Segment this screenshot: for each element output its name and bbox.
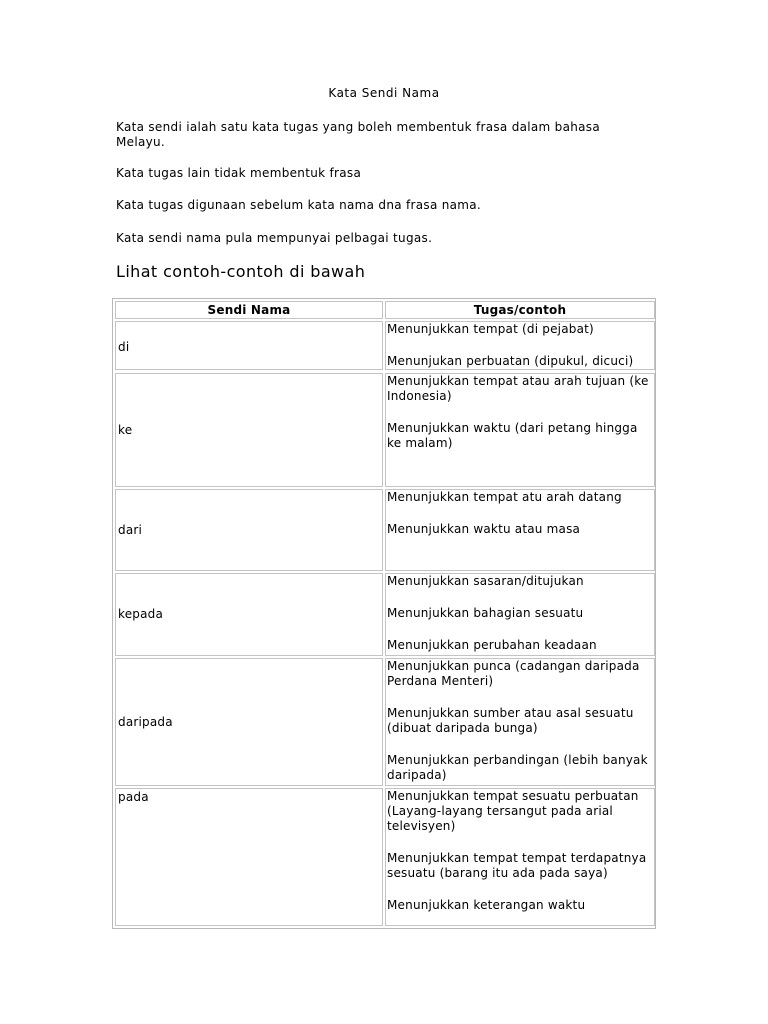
table-row-dari-sendi-cell [115,489,383,571]
sendi-label: dari [118,523,143,537]
table-row-ke-sendi-cell [115,373,383,487]
tugas-list [387,322,652,369]
tugas-list [387,574,652,653]
paragraph-other-function-words: Kata tugas lain tidak membentuk frasa [116,166,362,180]
table-row-pada-sendi-cell [115,788,383,926]
tugas-item: Menunjukkan tempat sesuatu perbuatan (Layang-layang tersangut pada arial televisyen) [387,789,639,833]
sendi-label: di [118,340,130,354]
tugas-list [387,374,652,451]
tugas-list [387,789,652,913]
sendi-label: ke [118,423,133,437]
tugas-item: Menunjukkan keterangan waktu [387,898,586,912]
page-title: Kata Sendi Nama [328,86,440,100]
tugas-item: Menunjukkan punca (cadangan daripada Perdana Menteri) [387,659,640,688]
table-row-daripada-sendi-cell [115,658,383,786]
tugas-item: Menunjukan perbuatan (dipukul, dicuci) [387,354,634,368]
tugas-item: Menunjukkan tempat atu arah datang [387,490,622,504]
column-header-tugas-contoh: Tugas/contoh [385,301,655,319]
table-row-pada-tugas-cell [385,788,655,926]
table-row-di-sendi-cell [115,321,383,370]
tugas-item: Menunjukkan waktu (dari petang hingga ke malam) [387,421,638,450]
sendi-label: daripada [118,715,173,729]
paragraph-definition: Kata sendi ialah satu kata tugas yang boleh membentuk frasa dalam bahasa Melayu. [116,120,600,149]
section-heading: Lihat contoh-contoh di bawah [116,262,366,281]
paragraph-functions: Kata sendi nama pula mempunyai pelbagai tugas. [116,231,433,245]
tugas-item: Menunjukkan perubahan keadaan [387,638,597,652]
tugas-list [387,659,652,783]
sendi-label: pada [118,790,149,804]
table-row-kepada-sendi-cell [115,573,383,656]
table-row-di-tugas-cell [385,321,655,370]
tugas-item: Menunjukkan sasaran/ditujukan [387,574,584,588]
table-row-daripada-tugas-cell [385,658,655,786]
sendi-nama-table [112,298,656,929]
table-row-dari-tugas-cell [385,489,655,571]
tugas-item: Menunjukkan tempat tempat terdapatnya sesuatu (barang itu ada pada saya) [387,851,647,880]
sendi-label: kepada [118,607,164,621]
tugas-item: Menunjukkan bahagian sesuatu [387,606,584,620]
tugas-item: Menunjukkan sumber atau asal sesuatu (dibuat daripada bunga) [387,706,634,735]
paragraph-usage: Kata tugas digunaan sebelum kata nama dna frasa nama. [116,198,482,212]
table-row-kepada-tugas-cell [385,573,655,656]
tugas-item: Menunjukkan waktu atau masa [387,522,581,536]
tugas-item: Menunjukkan perbandingan (lebih banyak daripada) [387,753,648,782]
tugas-item: Menunjukkan tempat (di pejabat) [387,322,594,336]
tugas-list [387,490,652,537]
column-header-sendi-nama: Sendi Nama [115,301,383,319]
tugas-item: Menunjukkan tempat atau arah tujuan (ke Indonesia) [387,374,649,403]
table-row-ke-tugas-cell [385,373,655,487]
